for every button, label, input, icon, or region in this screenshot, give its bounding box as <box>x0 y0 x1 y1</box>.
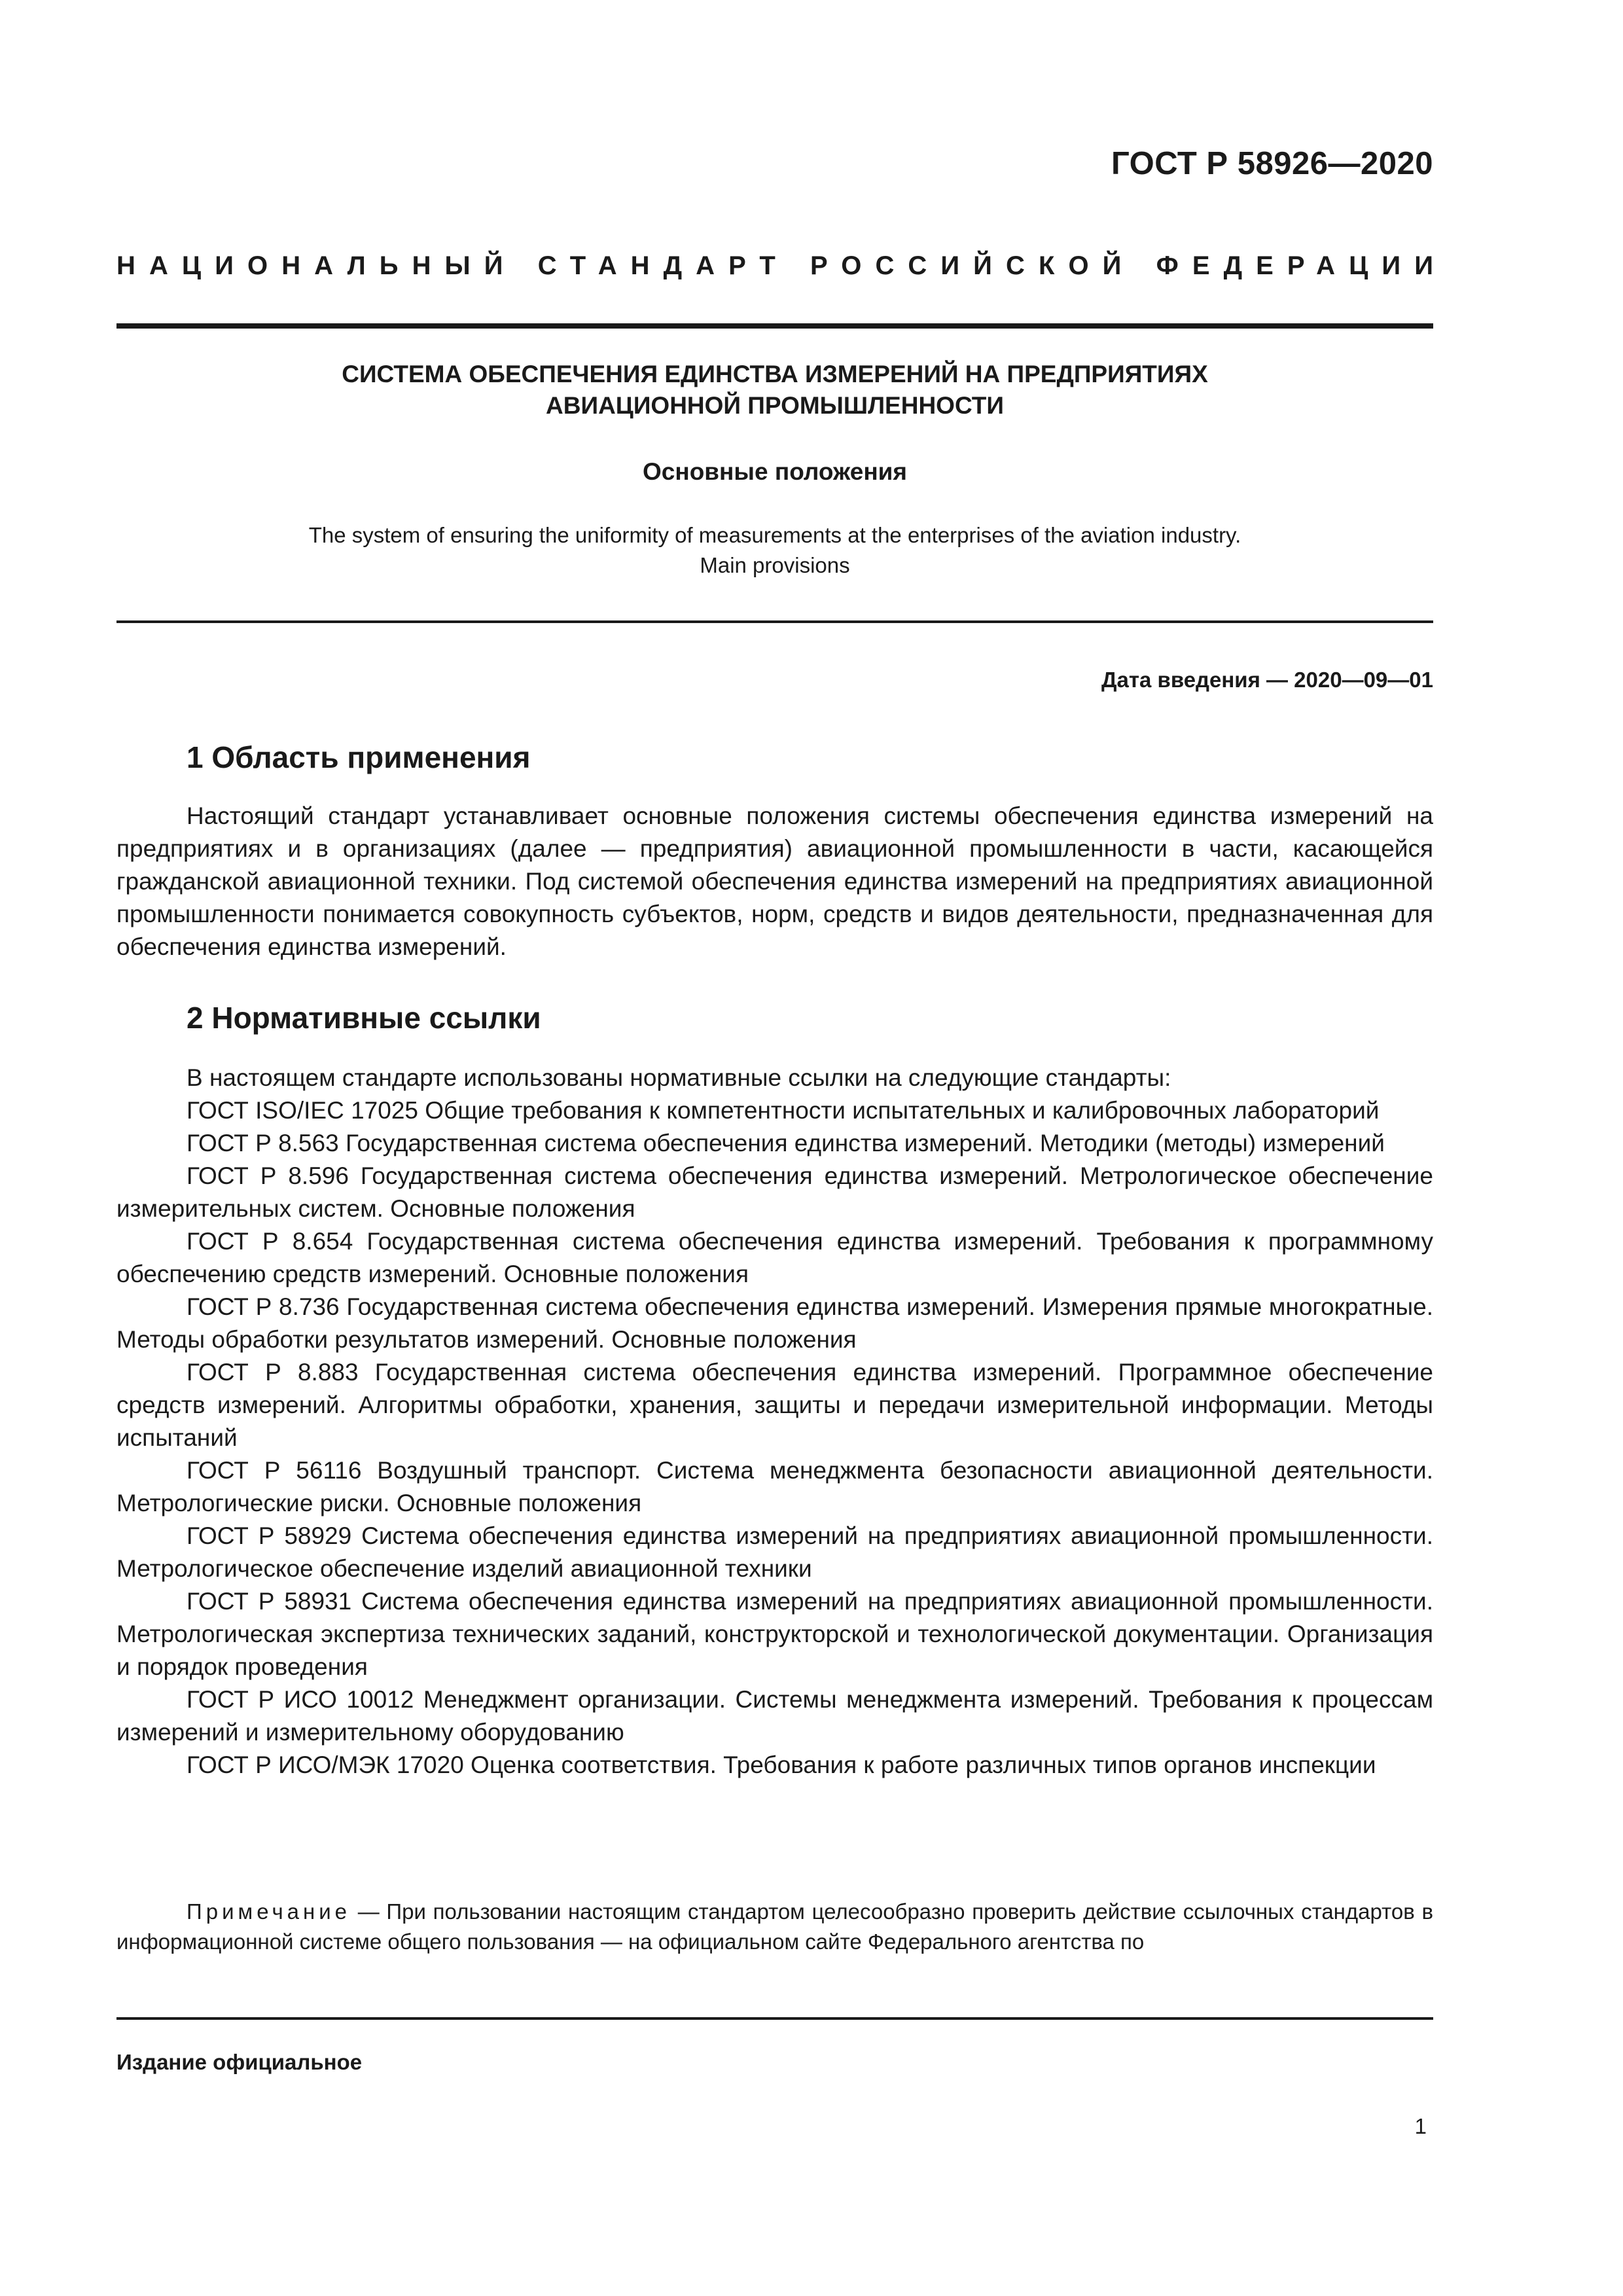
reference-item: ГОСТ Р 8.736 Государственная система обеспечения единства измерений. Измерения прямые многократные. Методы обработки результатов измерений. Основные положения <box>116 1293 1433 1353</box>
document-title <box>116 359 1433 422</box>
section-2-body <box>116 1062 1433 1782</box>
english-title <box>116 520 1433 581</box>
reference-item: ГОСТ Р 56116 Воздушный транспорт. Система менеджмента безопасности авиационной деятельности. Метрологические риски. Основные положения <box>116 1457 1433 1516</box>
title-divider <box>116 620 1433 623</box>
title-line-2: АВИАЦИОННОЙ ПРОМЫШЛЕННОСТИ <box>546 392 1004 419</box>
document-subtitle: Основные положения <box>642 458 908 485</box>
national-standard-text: НАЦИОНАЛЬНЫЙ СТАНДАРТ РОССИЙСКОЙ ФЕДЕРАЦИИ <box>116 251 1448 280</box>
reference-item: ГОСТ ISO/IEC 17025 Общие требования к компетентности испытательных и калибровочных лабораторий <box>187 1097 1380 1124</box>
note-text: — При пользовании настоящим стандартом целесообразно проверить действие ссылочных стандартов в информационной системе общего пользования — на официальном сайте Федерального агентства по <box>116 1899 1433 1954</box>
document-page <box>116 0 1448 2296</box>
references-note <box>116 1897 1433 1957</box>
page-number: 1 <box>1414 2114 1427 2138</box>
reference-item: ГОСТ Р 58929 Система обеспечения единства измерений на предприятиях авиационной промышленности. Метрологическое обеспечение изделий авиационной техники <box>116 1522 1433 1582</box>
title-line-1: СИСТЕМА ОБЕСПЕЧЕНИЯ ЕДИНСТВА ИЗМЕРЕНИЙ НА ПРЕДПРИЯТИЯХ <box>342 361 1208 387</box>
section-1-heading: 1 Область применения <box>187 740 531 774</box>
section-1-paragraph: Настоящий стандарт устанавливает основные положения системы обеспечения единства измерений на предприятиях и в организациях (далее — предприятия) авиационной промышленности в части, касающейся гражданской авиационной техники. Под системой обеспечения единства измерений на предприятиях авиационной промышленности понимается совокупность субъектов, норм, средств и видов деятельности, предназначенная для обеспечения единства измерений. <box>116 802 1433 960</box>
document-number: ГОСТ Р 58926—2020 <box>1111 146 1433 181</box>
references-intro: В настоящем стандарте использованы нормативные ссылки на следующие стандарты: <box>187 1064 1171 1091</box>
reference-item: ГОСТ Р 8.563 Государственная система обеспечения единства измерений. Методики (методы) измерений <box>187 1130 1385 1157</box>
reference-item: ГОСТ Р 8.654 Государственная система обеспечения единства измерений. Требования к программному обеспечению средств измерений. Основные положения <box>116 1228 1433 1287</box>
note-label: Примечание <box>187 1899 351 1924</box>
official-edition-label: Издание официальное <box>116 2050 363 2074</box>
reference-item: ГОСТ Р 8.596 Государственная система обеспечения единства измерений. Метрологическое обеспечение измерительных систем. Основные положения <box>116 1162 1433 1222</box>
reference-item: ГОСТ Р 8.883 Государственная система обеспечения единства измерений. Программное обеспечение средств измерений. Алгоритмы обработки, хранения, защиты и передачи измерительной информации. Методы испытаний <box>116 1359 1433 1451</box>
reference-item: ГОСТ Р 58931 Система обеспечения единства измерений на предприятиях авиационной промышленности. Метрологическая экспертиза технических заданий, конструкторской и технологической документации. Организация и порядок проведения <box>116 1588 1433 1680</box>
header-divider <box>116 323 1433 329</box>
english-title-line-1: The system of ensuring the uniformity of measurements at the enterprises of the aviation industry. <box>308 523 1241 547</box>
footer-divider <box>116 2017 1433 2020</box>
note-paragraph <box>116 1897 1433 1957</box>
reference-item: ГОСТ Р ИСО 10012 Менеджмент организации. Системы менеджмента измерений. Требования к процессам измерений и измерительному оборудованию <box>116 1686 1433 1746</box>
introduction-date: Дата введения — 2020—09—01 <box>1101 668 1433 692</box>
section-1-body <box>116 800 1433 963</box>
national-standard-banner <box>116 251 1448 281</box>
reference-item: ГОСТ Р ИСО/МЭК 17020 Оценка соответствия. Требования к работе различных типов органов инспекции <box>187 1751 1376 1778</box>
english-title-line-2: Main provisions <box>700 553 850 577</box>
section-2-heading: 2 Нормативные ссылки <box>187 1001 541 1035</box>
